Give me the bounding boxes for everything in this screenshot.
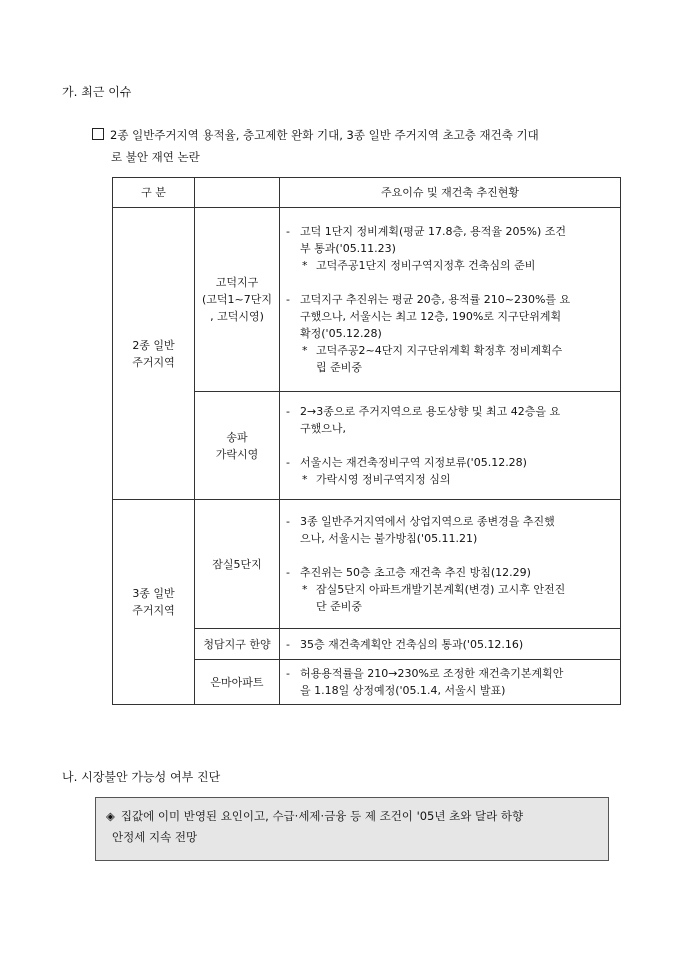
table-row <box>113 208 621 392</box>
item-text: 으나, 서울시는 불가방침('05.11.21) <box>300 532 478 545</box>
item-text: 부 통과('05.11.23) <box>300 242 396 255</box>
sub-area-label: 은마아파트 <box>210 675 264 689</box>
category-cell <box>113 208 195 500</box>
category-label: 주거지역 <box>132 355 175 369</box>
item-text: 3종 일반주거지역에서 상업지역으로 종변경을 추진했 <box>300 515 555 528</box>
note-item: * 가락시영 정비구역지정 심의 <box>286 471 614 488</box>
callout-text: 집값에 이미 반영된 요인이고, 수급·세제·금융 등 제 조건이 '05년 초와 달라 하향 <box>120 809 524 823</box>
detail-cell <box>280 660 621 705</box>
category-cell <box>113 500 195 705</box>
item-text: 고덕지구 추진위는 평균 20층, 용적률 210~230%를 요 <box>300 293 571 306</box>
header-category: 구 분 <box>113 178 195 208</box>
sub-area-label: , 고덕시영) <box>210 310 264 323</box>
list-item: - 허용용적률을 210→230%로 조정한 재건축기본계획안 을 1.18일 상정예정('05.1.4, 서울시 발표) <box>286 665 614 699</box>
issue-table <box>112 177 621 705</box>
section-b-title: 나. 시장불안 가능성 여부 진단 <box>62 770 221 784</box>
callout-line-1 <box>106 806 598 827</box>
checkbox-square-icon <box>92 128 104 140</box>
note-text: 잠실5단지 아파트개발기본계획(변경) 고시후 안전진 <box>316 583 566 596</box>
detail-cell <box>280 208 621 392</box>
sub-area-cell <box>195 660 280 705</box>
detail-cell <box>280 500 621 629</box>
item-text: 2→3종으로 주거지역으로 용도상향 및 최고 42층을 요 <box>300 405 561 418</box>
sub-area-cell <box>195 392 280 500</box>
list-item: - 추진위는 50층 초고층 재건축 추진 방침(12.29) <box>286 564 614 581</box>
sub-area-label: 청담지구 한양 <box>203 637 271 651</box>
item-text: 허용용적률을 210→230%로 조정한 재건축기본계획안 <box>300 667 564 680</box>
callout-line-2: 안정세 지속 전망 <box>112 830 198 844</box>
category-label: 2종 일반 <box>132 338 175 352</box>
item-text: 추진위는 50층 초고층 재건축 추진 방침(12.29) <box>300 566 531 579</box>
list-item: - 3종 일반주거지역에서 상업지역으로 종변경을 추진했 으나, 서울시는 불가방침('05.11.21) <box>286 513 614 547</box>
sub-area-label: 가락시영 <box>215 447 259 461</box>
category-label: 3종 일반 <box>132 587 175 600</box>
list-item: - 35층 재건축계획안 건축심의 통과('05.12.16) <box>286 636 614 653</box>
note-item: * 고덕주공1단지 정비구역지정후 건축심의 준비 <box>286 257 614 274</box>
table-row <box>113 500 621 629</box>
summary-callout <box>95 797 609 861</box>
item-text: 고덕 1단지 정비계획(평균 17.8층, 용적율 205%) 조건 <box>300 225 567 238</box>
note-item: * 잠실5단지 아파트개발기본계획(변경) 고시후 안전진 단 준비중 <box>286 581 614 615</box>
sub-area-cell <box>195 500 280 629</box>
item-text: 구했으나, 서울시는 최고 12층, 190%로 지구단위계획 <box>300 310 562 323</box>
section-a-title: 가. 최근 이슈 <box>62 85 132 99</box>
item-text: 구했으나, <box>300 422 347 435</box>
header-empty <box>195 178 280 208</box>
diamond-bullet-icon: ◈ <box>106 809 115 823</box>
note-text: 고덕주공1단지 정비구역지정후 건축심의 준비 <box>316 259 536 272</box>
note-text: 가락시영 정비구역지정 심의 <box>316 473 451 486</box>
sub-area-label: 잠실5단지 <box>212 557 262 571</box>
list-item: - 고덕 1단지 정비계획(평균 17.8층, 용적율 205%) 조건 부 통과('05.11.23) <box>286 223 614 257</box>
list-item: - 2→3종으로 주거지역으로 용도상향 및 최고 42층을 요 구했으나, <box>286 403 614 437</box>
sub-area-label: 송파 <box>226 430 248 444</box>
item-text: 35층 재건축계획안 건축심의 통과('05.12.16) <box>300 637 524 651</box>
category-label: 주거지역 <box>132 604 175 617</box>
list-item: - 고덕지구 추진위는 평균 20층, 용적률 210~230%를 요 구했으나, 서울시는 최고 12층, 190%로 지구단위계획 확정('05.12.28) <box>286 291 614 342</box>
sub-area-label: 고덕지구 <box>215 276 259 289</box>
note-item: * 고덕주공2~4단지 지구단위계획 확정후 정비계획수 립 준비중 <box>286 342 614 376</box>
note-text: 고덕주공2~4단지 지구단위계획 확정후 정비계획수 <box>316 344 563 357</box>
header-issues: 주요이슈 및 재건축 추진현황 <box>280 178 621 208</box>
sub-area-cell <box>195 208 280 392</box>
sub-area-label: (고덕1~7단지 <box>201 293 272 306</box>
list-item: - 서울시는 재건축정비구역 지정보류('05.12.28) <box>286 454 614 471</box>
bullet-paragraph <box>92 125 632 146</box>
detail-cell <box>280 392 621 500</box>
bullet-line-2: 로 불안 재연 논란 <box>111 150 200 164</box>
note-text: 립 준비중 <box>316 361 363 374</box>
item-text: 을 1.18일 상정예정('05.1.4, 서울시 발표) <box>300 684 506 697</box>
bullet-line-1: 2종 일반주거지역 용적율, 층고제한 완화 기대, 3종 일반 주거지역 초고층 재건축 기대 <box>110 128 539 142</box>
note-text: 단 준비중 <box>316 600 363 613</box>
item-text: 확정('05.12.28) <box>300 327 382 340</box>
sub-area-cell <box>195 629 280 660</box>
table-header-row <box>113 178 621 208</box>
detail-cell <box>280 629 621 660</box>
item-text: 서울시는 재건축정비구역 지정보류('05.12.28) <box>300 456 527 469</box>
